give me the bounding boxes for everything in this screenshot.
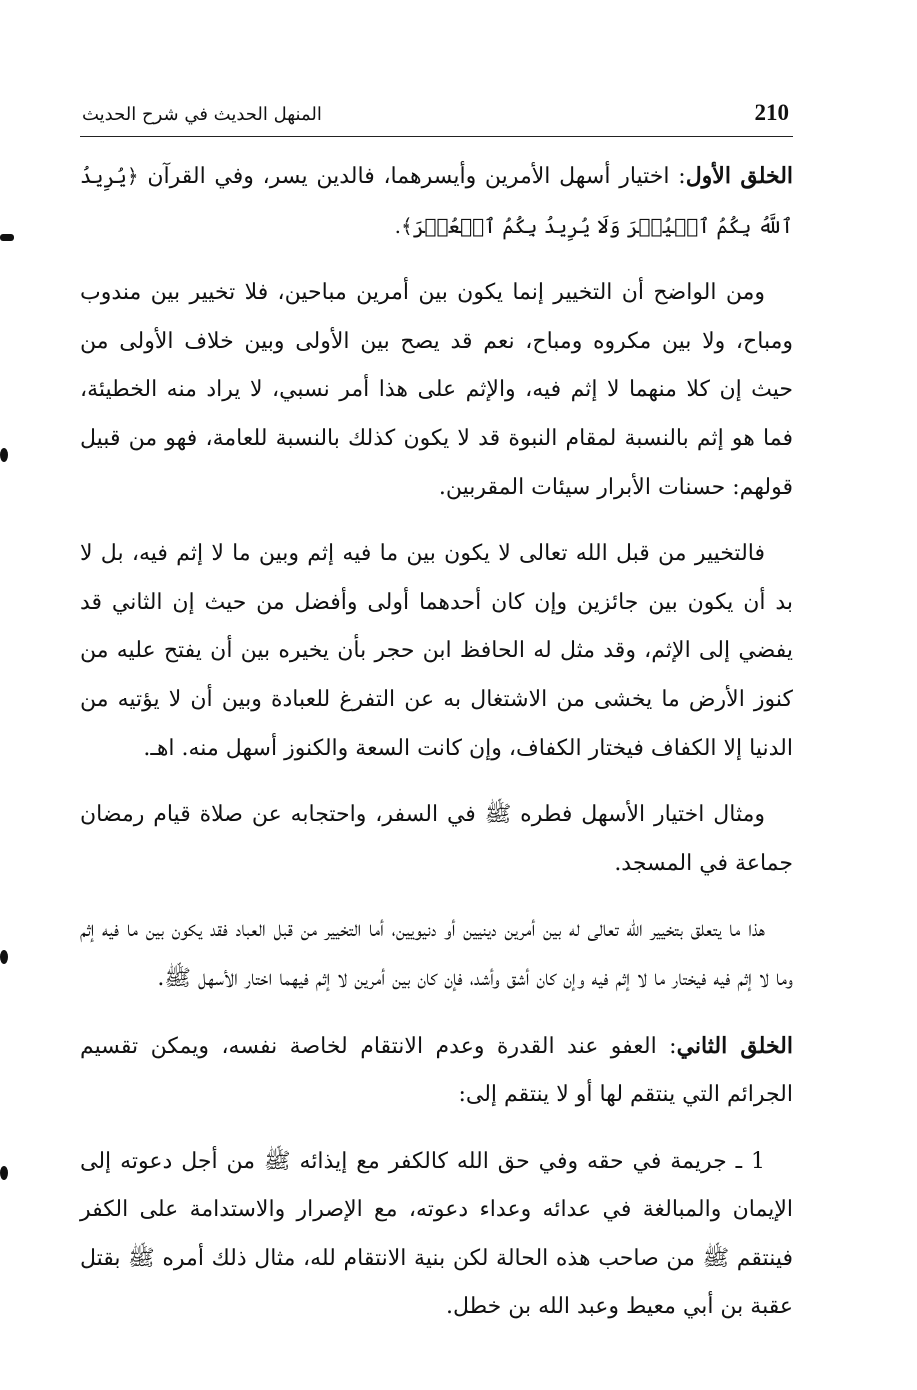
running-title: المنهل الحديث في شرح الحديث — [82, 104, 322, 125]
scan-mark — [0, 1166, 8, 1180]
paragraph-text: ومن الواضح أن التخيير إنما يكون بين أمرين مباحين، فلا تخيير بين مندوب ومباح، ولا بين مكروه ومباح، نعم قد يصح بين الأولى وبين خلاف الأولى من حيث إن كلا منهما لا إثم فيه، والإثم على هذا أمر نسبي، لا يراد منه الخطيئة، فما هو إثم بالنسبة لمقام النبوة قد لا يكون كذلك بالنسبة للعامة، فهو من قبيل قولهم: حسنات الأبرار سيئات المقربين. — [80, 280, 793, 500]
section-heading-first-trait: الخلق الأول — [685, 163, 794, 189]
page-header — [80, 96, 793, 137]
paragraph — [80, 791, 793, 888]
paragraph-text: 1 ـ جريمة في حقه وفي حق الله كالكفر مع إيذائه ﷺ من أجل دعوته إلى الإيمان والمبالغة في عدائه وعداء دعوته، مع الإصرار والاستدامة على الكفر فينتقم ﷺ من صاحب هذه الحالة لكن بنية الانتقام لله، مثال ذلك أمره ﷺ بقتل عقبة بن أبي معيط وعبد الله بن خطل. — [80, 1148, 793, 1320]
scan-mark — [0, 234, 14, 241]
section-heading-second-trait: الخلق الثاني — [676, 1032, 793, 1059]
paragraph-text: : اختيار أسهل الأمرين وأيسرهما، فالدين يسر، وفي القرآن — [138, 164, 686, 189]
paragraph-text: : العفو عند القدرة وعدم الانتقام لخاصة نفسه، ويمكن تقسيم الجرائم التي ينتقم لها أو لا ينتقم إلى: — [80, 1033, 793, 1108]
paragraph — [80, 1138, 793, 1332]
paragraph — [80, 906, 793, 1003]
paragraph-text: فالتخيير من قبل الله تعالى لا يكون بين ما فيه إثم وبين ما لا إثم فيه، بل لا بد أن يكون بين جائزين وإن كان أحدهما أولى وأفضل من حيث إن الثاني قد يفضي إلى الإثم، وقد مثل له الحافظ ابن حجر بأن يخيره بين أن يفتح عليه من كنوز الأرض ما يخشى من الاشتغال به عن التفرغ للعبادة وبين أن لا يؤتيه من الدنيا إلا الكفاف فيختار الكفاف، وإن كانت السعة والكنوز أسهل منه. اهـ. — [80, 541, 793, 761]
quran-verse: ﴿يُرِيدُ ٱللَّهُ بِكُمُ ٱلۡيُسۡرَ وَلَا يُرِيدُ بِكُمُ ٱلۡعُسۡرَ﴾. — [80, 164, 793, 238]
paragraph — [80, 530, 793, 773]
page-body — [80, 152, 793, 1350]
paragraph-text: ومثال اختيار الأسهل فطره ﷺ في السفر، واحتجابه عن صلاة قيام رمضان جماعة في المسجد. — [80, 802, 793, 876]
scan-mark — [0, 448, 8, 462]
paragraph-first-trait — [80, 152, 793, 251]
paragraph-second-trait — [80, 1022, 793, 1120]
scan-mark — [0, 950, 8, 964]
paragraph — [80, 269, 793, 512]
paragraph-text: هذا ما يتعلق بتخيير الله تعالى له بين أمرين دينيين أو دنيويين، أما التخيير من قبل العباد فقد يكون بين ما فيه إثم وما لا إثم فيه فيختار ما لا إثم فيه وإن كان أشق وأشد، فإن كان بين أمرين لا إثم فيهما اختار الأسهل ﷺ. — [80, 917, 793, 991]
page-number: 210 — [754, 100, 789, 125]
